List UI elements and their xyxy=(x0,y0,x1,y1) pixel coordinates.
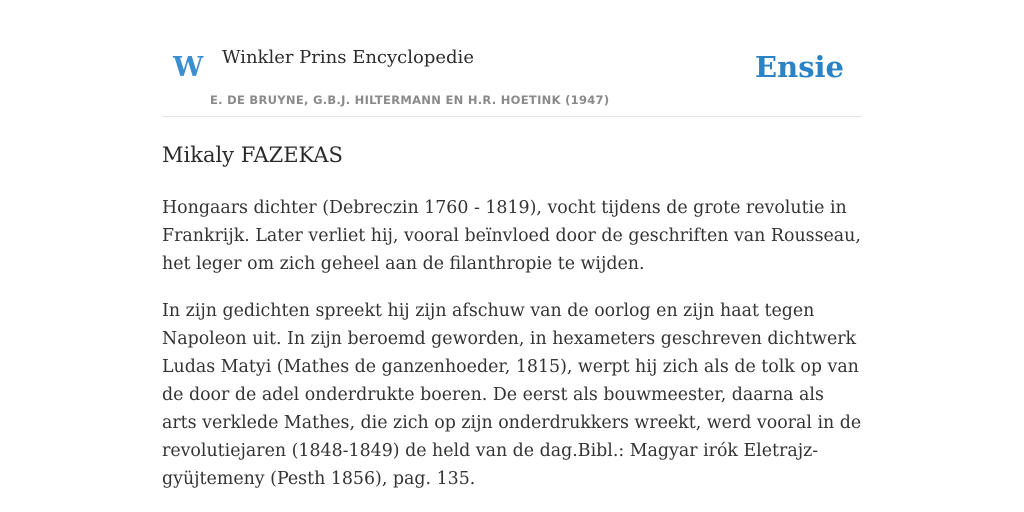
article-content xyxy=(162,140,862,512)
source-authors: E. DE BRUYNE, G.B.J. HILTERMANN EN H.R. HOETINK (1947) xyxy=(210,93,610,107)
article-title: Mikaly FAZEKAS xyxy=(162,143,343,167)
article-paragraph: In zijn gedichten spreekt hij zijn afschuw van de oorlog en zijn haat tegen Napoleon uit. In zijn beroemd geworden, in hexameters geschreven dichtwerk Ludas Matyi (Mathes de ganzenhoeder, 1815), werpt hij zich als de tolk op van de door de adel onderdrukte boeren. De eerst als bouwmeester, daarna als arts verklede Mathes, die zich op zijn onderdrukkers wreekt, werd vooral in de revolutiejaren (1848-1849) de held van de dag.Bibl.: Magyar irók Eletrajz-gyüjtemeny (Pesth 1856), pag. 135. xyxy=(162,301,862,489)
source-header xyxy=(162,0,862,117)
source-title-link[interactable]: Winkler Prins Encyclopedie xyxy=(222,47,474,68)
source-logo-icon[interactable]: W xyxy=(173,52,204,83)
article-paragraph: Hongaars dichter (Debreczin 1760 - 1819), vocht tijdens de grote revolutie in Frankrijk. Later verliet hij, vooral beïnvloed door de geschriften van Rousseau, het leger om zich geheel aan de filanthropie te wijden. xyxy=(162,198,861,274)
ensie-brand-logo[interactable]: Ensie xyxy=(755,50,844,84)
